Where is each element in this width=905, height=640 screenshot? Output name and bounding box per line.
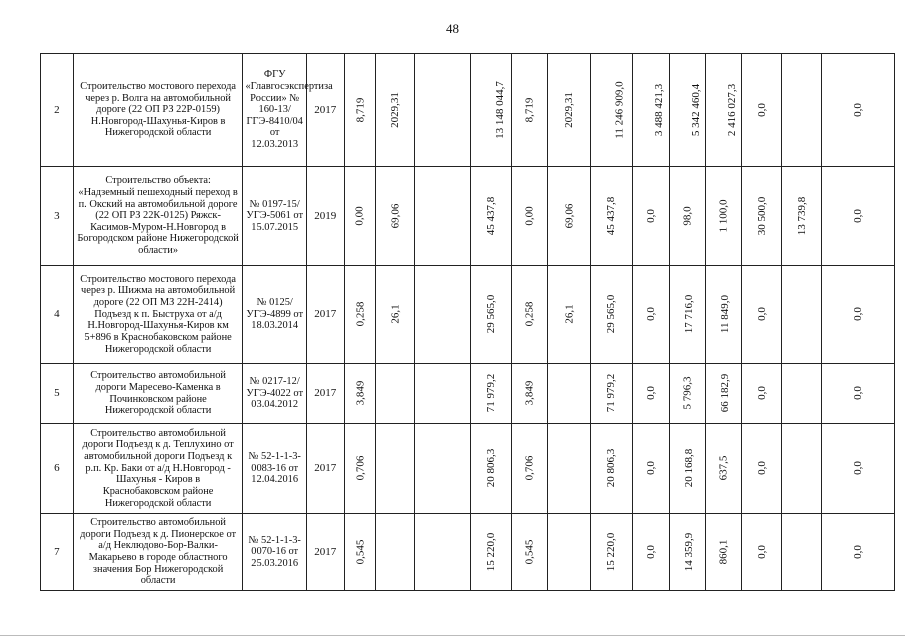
cell-c4: 20 806,3	[484, 449, 497, 488]
cell-year: 2017	[314, 103, 337, 116]
cell-year: 2017	[314, 308, 337, 321]
table-cell	[822, 364, 895, 424]
cell-name: Строительство объекта: «Надземный пешеходный переход в п. Окский на автомобильной дороге (22 ОП РЗ 22К-0125) Ряжск-Касимов-Муром-Н.Новгород в Богородском районе Нижегородской области»	[77, 175, 239, 257]
cell-c13: 0,0	[852, 103, 865, 117]
table-cell	[470, 514, 512, 591]
cell-expertise: ФГУ «Главгосэкспертиза России» № 160-13/ГГЭ-8410/04 от 12.03.2013	[245, 69, 333, 151]
table-cell	[591, 514, 633, 591]
table-cell	[41, 54, 74, 167]
table-cell	[548, 266, 591, 364]
table-row	[41, 54, 895, 167]
cell-num: 3	[54, 209, 60, 222]
cell-c1: 0,545	[354, 539, 367, 565]
cell-c5: 3,849	[523, 381, 536, 406]
table-cell	[669, 424, 705, 514]
cell-c10: 637,5	[717, 456, 730, 481]
table-cell	[742, 266, 782, 364]
table-cell	[73, 266, 243, 364]
cell-c12: 13 739,8	[795, 196, 808, 236]
table-cell	[306, 424, 344, 514]
cell-c5: 0,706	[523, 456, 536, 481]
table-cell	[73, 364, 243, 424]
cell-c4: 15 220,0	[484, 532, 497, 572]
cell-c6: 69,06	[563, 203, 576, 229]
cell-c11: 0,0	[755, 307, 768, 322]
table-cell	[742, 54, 782, 167]
table-cell	[512, 364, 548, 424]
table-cell	[822, 424, 895, 514]
cell-c4: 71 979,2	[484, 374, 497, 413]
table-cell	[344, 514, 376, 591]
cell-c13: 0,0	[852, 386, 865, 401]
cell-c2: 2029,31	[389, 92, 402, 128]
table-row	[41, 424, 895, 514]
table-cell	[548, 54, 591, 167]
cell-c13: 0,0	[852, 209, 865, 223]
cell-c1: 8,719	[354, 97, 367, 123]
table-cell	[822, 54, 895, 167]
cell-num: 6	[54, 462, 60, 475]
table-cell	[705, 424, 742, 514]
table-cell	[633, 266, 670, 364]
cell-c7: 71 979,2	[605, 374, 618, 413]
cell-c7: 11 246 909,0	[613, 81, 626, 139]
table-cell	[742, 424, 782, 514]
table-cell	[591, 424, 633, 514]
table-cell	[243, 266, 306, 364]
table-cell	[705, 54, 742, 167]
cell-c9: 17 716,0	[683, 295, 696, 334]
table-cell	[669, 167, 705, 266]
table-cell	[591, 167, 633, 266]
table-cell	[633, 514, 670, 591]
cell-c9: 5 796,3	[681, 377, 694, 410]
construction-objects-table	[40, 53, 895, 591]
cell-c8: 0,0	[644, 461, 657, 476]
table-cell	[822, 167, 895, 266]
table-row	[41, 364, 895, 424]
table-cell	[782, 54, 822, 167]
table-cell	[591, 266, 633, 364]
table-cell	[669, 266, 705, 364]
table-cell	[669, 364, 705, 424]
cell-expertise: № 52-1-1-3-0070-16 от 25.03.2016	[248, 534, 301, 569]
cell-c11: 0,0	[755, 461, 768, 476]
table-cell	[470, 424, 512, 514]
table-cell	[705, 514, 742, 591]
table-cell	[243, 424, 306, 514]
table-cell	[591, 364, 633, 424]
cell-c4: 29 565,0	[484, 295, 497, 334]
cell-c10: 1 100,0	[717, 199, 730, 233]
table-cell	[470, 167, 512, 266]
table-cell	[548, 514, 591, 591]
table-cell	[669, 514, 705, 591]
cell-name: Строительство автомобильной дороги Подъезд к д. Теплухино от автомобильной дороги Подъезд к р.п. Кр. Баки от а/д Н.Новгород - Шахунья - Киров в Краснобаковском районе Нижегородской области	[82, 427, 234, 509]
cell-c8: 3 488 421,3	[653, 83, 666, 137]
table-cell	[633, 364, 670, 424]
cell-c7: 45 437,8	[605, 196, 618, 236]
table-cell	[415, 54, 470, 167]
table-cell	[415, 424, 470, 514]
table-cell	[512, 424, 548, 514]
cell-expertise: № 0125/УГЭ-4899 от 18.03.2014	[246, 297, 304, 332]
cell-c4: 45 437,8	[484, 196, 497, 236]
cell-name: Строительство мостового перехода через р. Волга на автомобильной дороге (22 ОП РЗ 22Р-0159) Н.Новгород-Шахунья-Киров в Нижегородской области	[80, 80, 236, 139]
table-cell	[742, 364, 782, 424]
cell-c7: 20 806,3	[605, 449, 618, 488]
cell-expertise: № 52-1-1-3-0083-16 от 12.04.2016	[248, 451, 301, 486]
table-cell	[243, 364, 306, 424]
table-cell	[633, 167, 670, 266]
table-cell	[243, 167, 306, 266]
table-cell	[344, 424, 376, 514]
table-cell	[633, 424, 670, 514]
table-cell	[73, 514, 243, 591]
table-cell	[512, 167, 548, 266]
table-cell	[470, 266, 512, 364]
table-cell	[306, 167, 344, 266]
table-cell	[344, 54, 376, 167]
cell-c5: 0,258	[523, 302, 536, 327]
table-cell	[376, 266, 415, 364]
cell-c4: 13 148 044,7	[493, 81, 506, 139]
table-cell	[548, 167, 591, 266]
table-cell	[705, 167, 742, 266]
table-cell	[243, 514, 306, 591]
table-cell	[306, 514, 344, 591]
cell-c5: 0,00	[523, 206, 536, 226]
table-cell	[548, 424, 591, 514]
table-row	[41, 514, 895, 591]
cell-c1: 0,00	[354, 206, 367, 226]
cell-c10: 11 849,0	[718, 295, 731, 334]
table-cell	[512, 266, 548, 364]
cell-c13: 0,0	[852, 545, 865, 559]
page-bottom-edge	[0, 635, 905, 636]
cell-c5: 0,545	[523, 539, 536, 565]
cell-c11: 0,0	[755, 545, 768, 559]
cell-c11: 0,0	[755, 386, 768, 401]
cell-c11: 0,0	[755, 103, 768, 117]
table-cell	[822, 514, 895, 591]
table-cell	[376, 514, 415, 591]
table-cell	[376, 364, 415, 424]
table-cell	[782, 167, 822, 266]
cell-num: 5	[54, 387, 60, 400]
cell-c6: 2029,31	[563, 92, 576, 128]
cell-c1: 3,849	[354, 381, 367, 406]
table-cell	[512, 54, 548, 167]
cell-c1: 0,258	[354, 302, 367, 327]
cell-name: Строительство автомобильной дороги Маресево-Каменка в Починковском районе Нижегородской области	[90, 370, 226, 417]
table-cell	[782, 364, 822, 424]
table-cell	[470, 364, 512, 424]
cell-num: 7	[54, 545, 60, 558]
table-cell	[470, 54, 512, 167]
table-cell	[41, 266, 74, 364]
cell-c9: 5 342 460,4	[689, 83, 702, 137]
table-cell	[73, 424, 243, 514]
table-cell	[782, 514, 822, 591]
table-row	[41, 167, 895, 266]
cell-c8: 0,0	[644, 307, 657, 322]
table-cell	[376, 54, 415, 167]
cell-num: 2	[54, 103, 60, 116]
table-cell	[41, 167, 74, 266]
table-cell	[705, 364, 742, 424]
cell-c10: 2 416 027,3	[725, 83, 738, 137]
table-cell	[415, 364, 470, 424]
cell-c8: 0,0	[644, 545, 657, 559]
table-cell	[822, 266, 895, 364]
table-cell	[344, 167, 376, 266]
table-cell	[742, 167, 782, 266]
cell-c9: 20 168,8	[683, 449, 696, 488]
table-row	[41, 266, 895, 364]
cell-c13: 0,0	[852, 307, 865, 322]
cell-c5: 8,719	[523, 97, 536, 123]
table-cell	[591, 54, 633, 167]
cell-c6: 26,1	[563, 304, 576, 325]
table-cell	[548, 364, 591, 424]
cell-c7: 29 565,0	[605, 295, 618, 334]
table-cell	[344, 266, 376, 364]
cell-expertise: № 0217-12/УГЭ-4022 от 03.04.2012	[246, 376, 304, 411]
table-cell	[415, 266, 470, 364]
table-cell	[41, 364, 74, 424]
table-cell	[669, 54, 705, 167]
table-cell	[415, 167, 470, 266]
cell-year: 2019	[314, 209, 337, 222]
table-cell	[41, 514, 74, 591]
table-cell	[73, 54, 243, 167]
page-number: 48	[446, 21, 459, 36]
cell-c10: 860,1	[717, 539, 730, 565]
cell-c9: 14 359,9	[683, 532, 696, 572]
table-cell	[306, 266, 344, 364]
table-cell	[376, 424, 415, 514]
cell-num: 4	[54, 308, 60, 321]
table-cell	[633, 54, 670, 167]
cell-expertise: № 0197-15/УГЭ-5061 от 15.07.2015	[246, 198, 304, 233]
table-cell	[512, 514, 548, 591]
cell-c8: 0,0	[644, 209, 657, 223]
cell-year: 2017	[314, 387, 337, 400]
cell-c13: 0,0	[852, 461, 865, 476]
table-cell	[415, 514, 470, 591]
table-cell	[782, 266, 822, 364]
cell-c10: 66 182,9	[718, 374, 731, 413]
cell-c8: 0,0	[644, 386, 657, 401]
cell-c7: 15 220,0	[605, 532, 618, 572]
cell-year: 2017	[314, 462, 337, 475]
table-cell	[782, 424, 822, 514]
cell-c2: 69,06	[389, 203, 402, 229]
table-cell	[705, 266, 742, 364]
cell-c11: 30 500,0	[755, 196, 768, 236]
cell-year: 2017	[314, 545, 337, 558]
table-cell	[306, 364, 344, 424]
table-cell	[306, 54, 344, 167]
table-cell	[73, 167, 243, 266]
table-cell	[376, 167, 415, 266]
cell-c2: 26,1	[389, 304, 402, 325]
table-cell	[344, 364, 376, 424]
cell-name: Строительство автомобильной дороги Подъезд к д. Пионерское от а/д Неклюдово-Бор-Валки-Макарьево в городе областного значения Бор Нижегородской области	[80, 517, 237, 587]
cell-c1: 0,706	[354, 456, 367, 481]
table-cell	[41, 424, 74, 514]
cell-name: Строительство мостового перехода через р. Шижма на автомобильной дороге (22 ОП МЗ 22Н-2414) Подъезд к п. Быструха от а/д Н.Новгород-Шахунья-Киров км 5+896 в Краснобаковском районе Нижегородской области	[80, 273, 236, 355]
table-cell	[742, 514, 782, 591]
cell-c9: 98,0	[681, 206, 694, 226]
